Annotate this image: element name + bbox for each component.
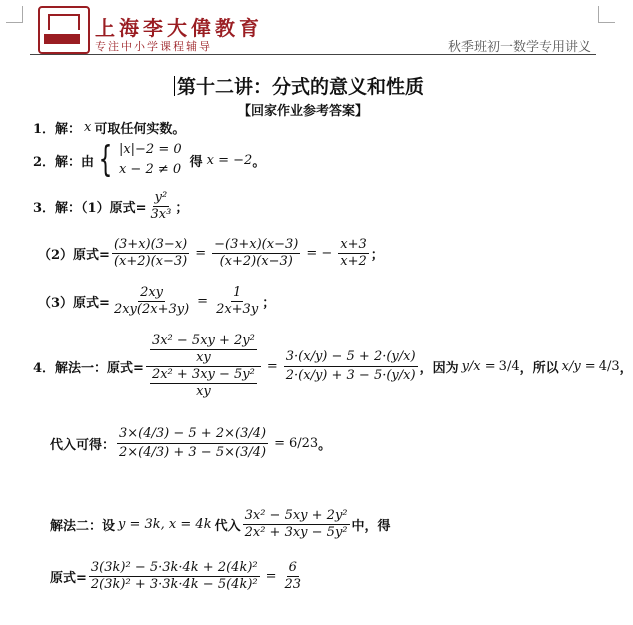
answer-3-part-2: （2）原式= $\frac{(3+x)(3-x)}{(x+2)(x-3)}$ = $\frac{-(3+x)(x-3)}{(x+2)(x-3)}$ = − $\frac{x+3}{x+2}$ ； [38, 237, 384, 269]
equation-system: { |x|−2 = 0 x − 2 ≠ 0 [98, 139, 182, 180]
answer-3-part-3: （3）原式= $\frac{2xy}{2xy(2x+3y)}$ = $\frac{1}{2x+3y}$ ； [38, 285, 276, 317]
page-subtitle: 【回家作业参考答案】 [238, 104, 369, 119]
brand-logo [38, 6, 90, 54]
answer-4-method-2: 解法二：设 y = 3k, x = 4k 代入 $\frac{\text{3x² − 5xy + 2y²}}{\text{2x² + 3xy − 5y²}}$ 中，得 [50, 508, 391, 540]
header-divider [30, 54, 596, 55]
answer-4-method-1: 4．解法一：原式= $\frac{\frac{\text{3x² − 5xy + 2y²}}{xy}}{\frac{\text{2x² + 3xy − 5y²}}{xy}}$ = $\frac{3\cdot(x/y) - 5 + 2\cdot(y/x)}{2\cdot(x/y) + 3 - 5\cdot(y/x)}$ ，因为 y/x = 3/4 ，所以 x/y = 4/3 ， [33, 333, 633, 399]
crop-mark-top-left [6, 6, 23, 23]
brand-slogan: 专注中小学课程辅导 [95, 40, 212, 53]
course-label: 秋季班初一数学专用讲义 [447, 40, 591, 55]
answer-4-substitution: 代入可得： $\frac{3\times(4/3) - 5 + 2\times(3/4)}{2\times(4/3) + 3 - 5\times(3/4)}$ = 6/23 。 [50, 426, 332, 460]
text-cursor [174, 76, 175, 96]
brand-name: 上海李大偉教育 [95, 16, 263, 40]
compound-fraction: $\frac{\frac{\text{3x² − 5xy + 2y²}}{xy}}{\frac{\text{2x² + 3xy − 5y²}}{xy}}$ [146, 333, 261, 400]
logo-bar-icon [44, 34, 80, 44]
answer-2: 2．解：由 { |x|−2 = 0 x − 2 ≠ 0 得 x = −2 。 [33, 139, 266, 180]
crop-mark-top-right [598, 6, 615, 23]
page-title: 第十二讲：分式的意义和性质 [174, 72, 424, 99]
answer-4-final: 原式= $\frac{\text{3(3k)² − 5·3k·4k + 2(4k)²}}{\text{2(3k)² + 3·3k·4k − 5(4k)²}}$ = $\frac{6}{23}$ [50, 560, 302, 592]
answer-1: 1．解： x 可取任何实数。 [33, 120, 186, 137]
logo-house-icon [48, 14, 80, 30]
answer-3-part-1: 3．解：（1）原式= $\frac{\text{y²}}{\text{3x³}}$ ； [33, 190, 189, 222]
